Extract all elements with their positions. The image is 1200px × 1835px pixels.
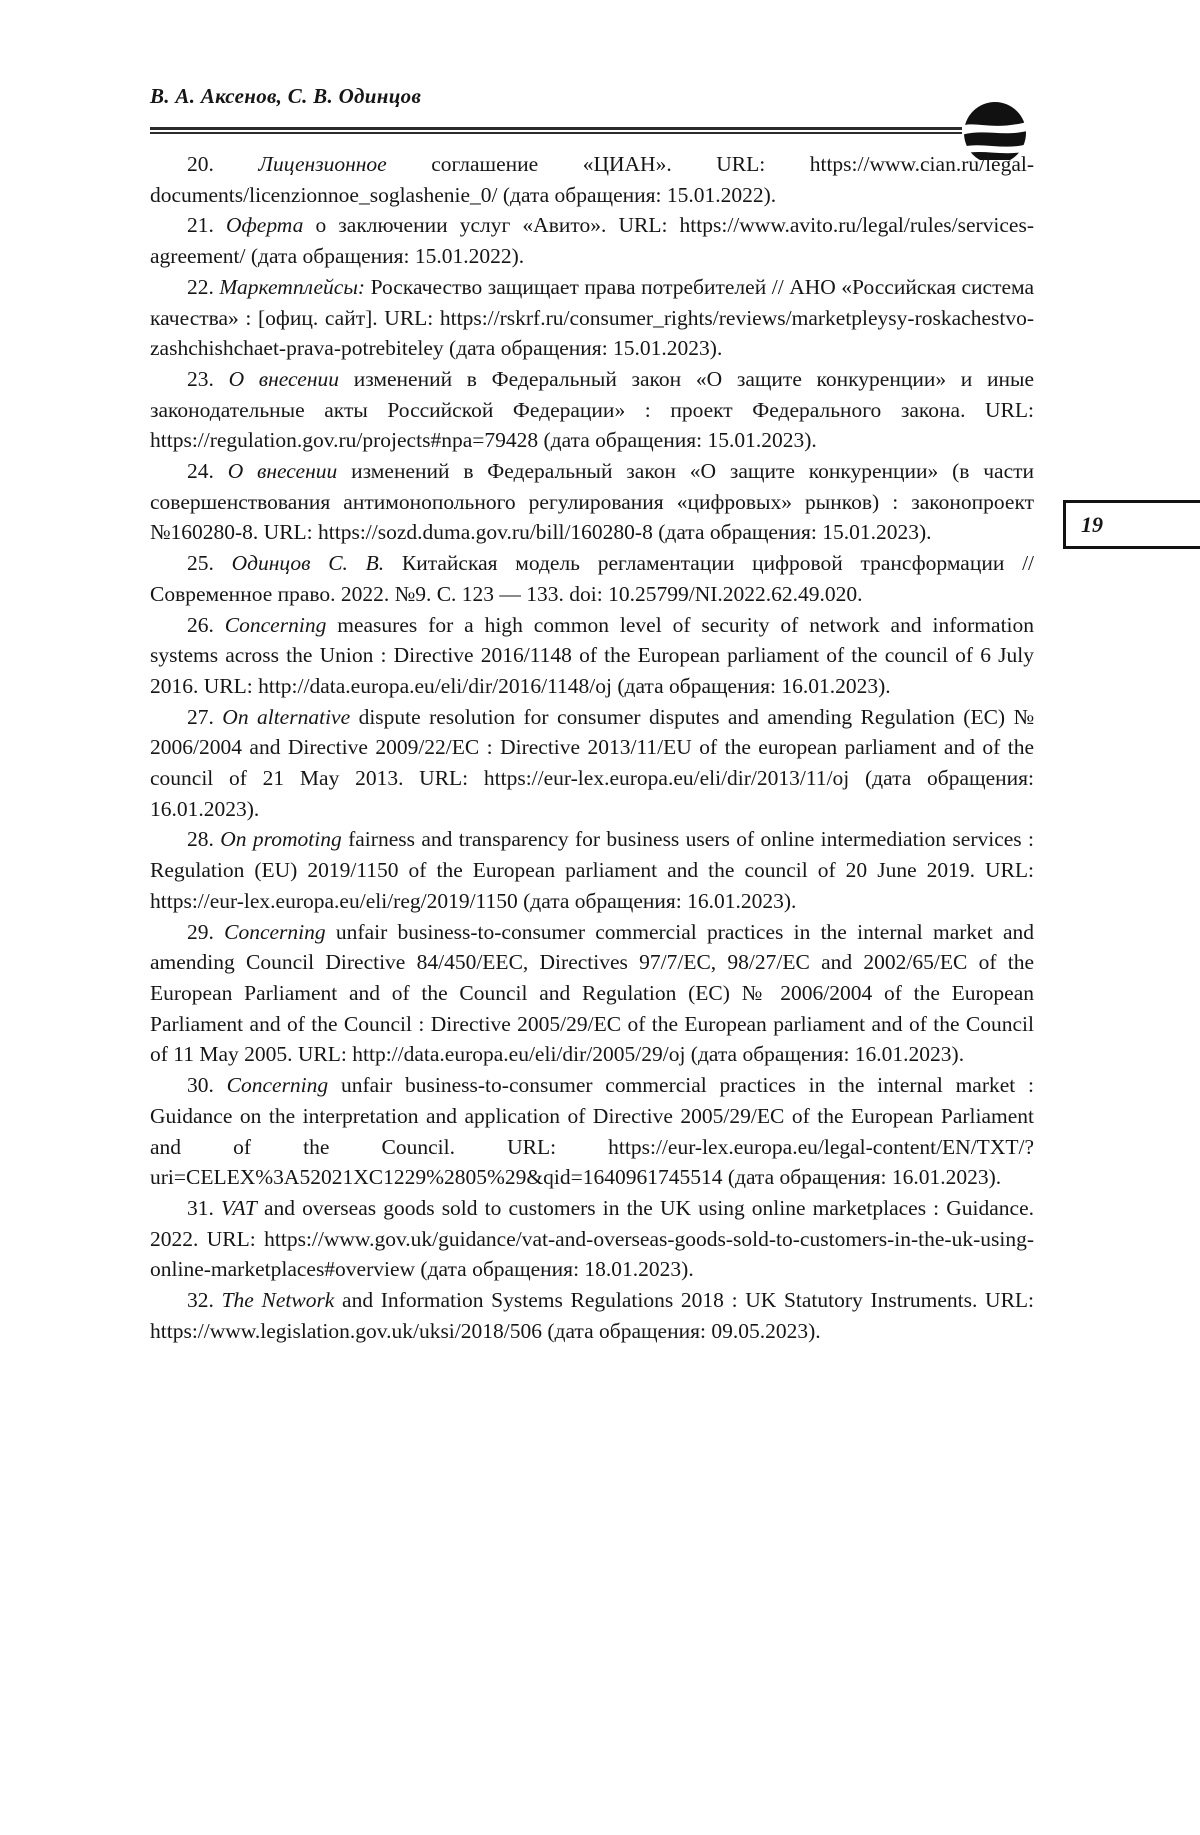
reference-number: 31.: [187, 1195, 214, 1220]
reference-lead-italic: Оферта: [225, 213, 304, 238]
reference-text: Китайская модель регламентации цифровой трансформации // Современное право. 2022. №9. С. 123 — 133. doi: 10.25799/NI.2022.62.49.020.: [150, 551, 1035, 606]
reference-item: [150, 364, 1034, 456]
reference-item: [150, 702, 1034, 825]
reference-item: [150, 1193, 1034, 1285]
reference-number: 20.: [187, 152, 214, 176]
reference-text: fairness and transparency for business users of online intermediation services : Regulation (EU) 2019/1150 of the European parliament and the council of 20 June 2019. URL: https://eur-lex.europa.eu/eli/reg/2019/1150 (дата обращения: 16.01.2023).: [150, 827, 1035, 913]
reference-text: изменений в Федеральный закон «О защите конкуренции» и иные законодательные акты Российской Федерации» : проект Федерального закона. URL: https://regulation.gov.ru/projects#npa=79428 (дата обращения: 15.01.2023).: [150, 366, 1034, 453]
reference-number: 28.: [187, 827, 214, 852]
reference-number: 21.: [187, 213, 214, 238]
references-list: [150, 149, 1034, 1346]
reference-text: dispute resolution for consumer disputes and amending Regulation (EC) № 2006/2004 and Directive 2009/22/EC : Directive 2013/11/EU of the european parliament and of the council of 21 May 2013. URL: https://eur-lex.europa.eu/eli/dir/2013/11/oj (дата обращения: 16.01.2023).: [150, 704, 1035, 821]
reference-lead-italic: On alternative: [222, 704, 351, 729]
reference-lead-italic: Concerning: [224, 612, 327, 637]
reference-item: [150, 610, 1034, 702]
reference-lead-italic: VAT: [220, 1195, 257, 1220]
reference-lead-italic: Маркетплейсы:: [219, 274, 366, 299]
reference-number: 30.: [187, 1073, 214, 1098]
reference-item: [150, 210, 1034, 271]
page-number-box: [1063, 500, 1200, 549]
reference-number: 27.: [187, 704, 214, 729]
reference-item: [150, 456, 1034, 548]
reference-lead-italic: О внесении: [228, 366, 340, 391]
reference-item: [150, 1070, 1034, 1193]
reference-lead-italic: On promoting: [220, 827, 342, 852]
reference-lead-italic: Concerning: [224, 919, 326, 944]
reference-text: Роскачество защищает права потребителей // АНО «Российская система качества» : [офиц. сайт]. URL: https://rskrf.ru/consumer_rights/reviews/marketpleysy-roskachestvo-zashchishchaet-prava-potrebiteley (дата обращения: 15.01.2023).: [150, 274, 1035, 361]
reference-number: 24.: [187, 459, 214, 484]
reference-number: 25.: [187, 551, 214, 576]
reference-lead-italic: The Network: [221, 1288, 335, 1313]
header-double-rule: [150, 127, 962, 134]
reference-text: and Information Systems Regulations 2018 : UK Statutory Instruments. URL: https://www.legislation.gov.uk/uksi/2018/506 (дата обращения: 09.05.2023).: [150, 1288, 1035, 1343]
reference-text: unfair business-to-consumer commercial practices in the internal market : Guidance on the interpretation and application of Directive 2005/29/EC of the European Parliament and of the Council. URL: https://eur-lex.europa.eu/legal-content/EN/TXT/?uri=CELEX%3A52021XC1229%2805%29&qid=1640961745514 (дата обращения: 16.01.2023).: [150, 1073, 1035, 1190]
page-number: 19: [1081, 511, 1103, 537]
reference-item: [150, 824, 1034, 916]
reference-number: 23.: [187, 366, 214, 391]
reference-item: [150, 149, 1034, 210]
reference-lead-italic: Concerning: [226, 1073, 329, 1098]
reference-item: [150, 1285, 1034, 1346]
reference-text: measures for a high common level of security of network and information systems across the Union : Directive 2016/1148 of the European parliament of the council of 6 July 2016. URL: http://data.europa.eu/eli/dir/2016/1148/oj (дата обращения: 16.01.2023).: [150, 612, 1035, 698]
reference-text: соглашение «ЦИАН». URL: https://www.cian.ru/legal-documents/licenzionnoe_soglashenie_0/ (дата обращения: 15.01.2022).: [150, 152, 1035, 207]
reference-number: 22.: [187, 274, 214, 299]
reference-text: and overseas goods sold to customers in the UK using online marketplaces : Guidance. 2022. URL: https://www.gov.uk/guidance/vat-and-overseas-goods-sold-to-customers-in-the-uk-using-online-marketplaces#overview (дата обращения: 18.01.2023).: [150, 1195, 1034, 1282]
reference-text: изменений в Федеральный закон «О защите конкуренции» (в части совершенствования антимонопольного регулирования «цифровых» рынков) : законопроект №160280-8. URL: https://sozd.duma.gov.ru/bill/160280-8 (дата обращения: 15.01.2023).: [150, 459, 1035, 545]
reference-text: о заключении услуг «Авито». URL: https://www.avito.ru/legal/rules/services-agreement/ (дата обращения: 15.01.2022).: [150, 213, 1035, 269]
reference-number: 32.: [187, 1288, 214, 1313]
reference-lead-italic: Одинцов С. В.: [231, 551, 385, 576]
reference-lead-italic: Лицензионное: [258, 152, 387, 176]
reference-item: [150, 548, 1034, 609]
reference-item: [150, 917, 1034, 1071]
reference-text: unfair business-to-consumer commercial practices in the internal market and amending Council Directive 84/450/EEC, Directives 97/7/EC, 98/27/EC and 2002/65/EC of the European Parliament and of the Council and Regulation (EC) № 2006/2004 of the European Parliament and of the Council : Directive 2005/29/EC of the European parliament and of the Council of 11 May 2005. URL: http://data.europa.eu/eli/dir/2005/29/oj (дата обращения: 16.01.2023).: [150, 919, 1034, 1067]
reference-item: [150, 272, 1034, 364]
reference-number: 29.: [187, 919, 214, 944]
reference-number: 26.: [187, 612, 214, 637]
reference-lead-italic: О внесении: [227, 459, 338, 484]
running-head-authors: В. А. Аксенов, С. В. Одинцов: [150, 84, 422, 108]
